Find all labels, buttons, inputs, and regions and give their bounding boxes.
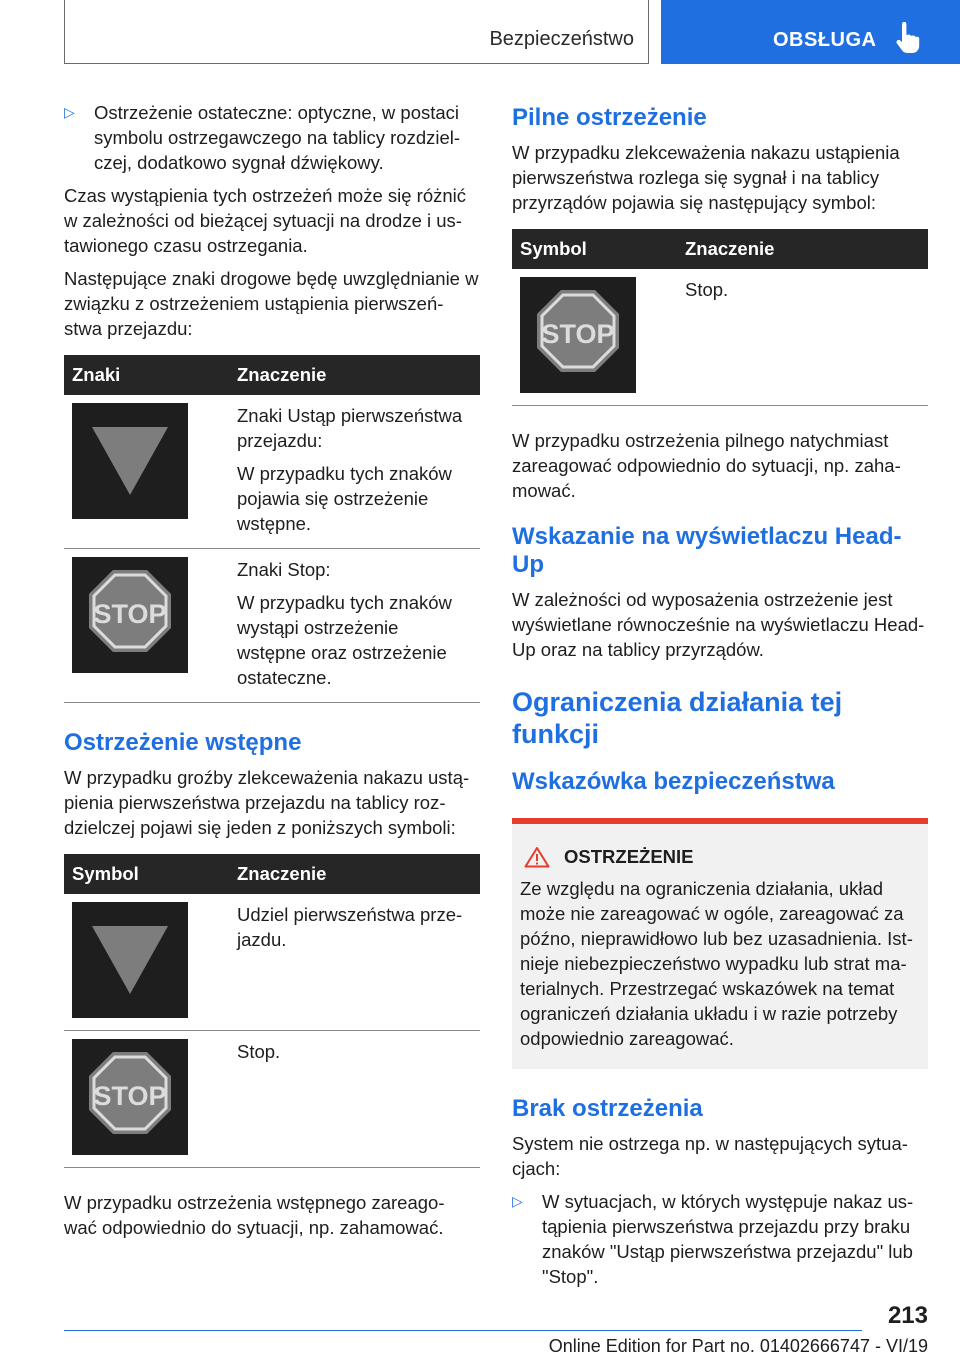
triangle-bullet-icon: ▷ (512, 1193, 523, 1209)
footer-edition: Online Edition for Part no. 01402666747 - VI/19 (548, 1336, 928, 1356)
yield-sign-icon (72, 902, 188, 1018)
header-chapter-tab (661, 0, 960, 64)
paragraph: W przypadku groźby zlekceważenia nakazu ustą‐ pienia pierwszeństwa przejazdu na tablicy roz‐ dzielczej pojawi się jeden z poniższych symboli: (64, 767, 470, 838)
list-item: ▷ Ostrzeżenie ostateczne: optyczne, w postaci symbolu ostrzegawczego na tablicy rozdziel‐ czej, dodatkowo sygnał dźwiękowy. (64, 102, 461, 173)
table-header: Znaczenie (677, 229, 928, 269)
list-item: ▷ W sytuacjach, w których występuje nakaz us‐ tąpienia pierwszeństwa przejazdu przy braku znaków "Ustąp pierwszeństwa przejazdu" lub "Stop". (512, 1191, 914, 1287)
header-section-box (64, 0, 649, 64)
table-header: Znaczenie (229, 854, 480, 894)
paragraph: W przypadku ostrzeżenia wstępnego zareago‐ wać odpowiednio do sytuacji, np. zahamować. (64, 1192, 445, 1238)
urgent-symbols-table (512, 229, 928, 406)
paragraph: W przypadku ostrzeżenia pilnego natychmiast zareagować odpowiednio do sytuacji, np. zaha‐ mować. (512, 430, 901, 501)
header-section-title: Bezpieczeństwo (489, 28, 634, 50)
triangle-bullet-icon: ▷ (64, 104, 75, 120)
paragraph: Czas wystąpienia tych ostrzeżeń może się różnić w zależności od bieżącej sytuacji na drodze i us‐ tawionego czasu ostrzegania. (64, 185, 467, 256)
table-header: Symbol (64, 854, 229, 894)
svg-text:STOP: STOP (541, 319, 615, 349)
svg-text:STOP: STOP (93, 1081, 167, 1111)
paragraph: System nie ostrzega np. w następujących sytua‐ cjach: (512, 1133, 908, 1179)
table-header: Symbol (512, 229, 677, 269)
paragraph: W przypadku zlekceważenia nakazu ustąpienia pierwszeństwa rozlega się sygnał i na tablicy przyrządów pojawia się następujący symbol: (512, 142, 900, 213)
table-header: Znaczenie (229, 355, 480, 395)
table-row: Znaki Ustąp pierwszeństwa przejazdu: W przypadku tych znaków pojawia się ostrzeżenie wstępne. (64, 395, 480, 549)
section-heading: Ostrzeżenie wstępne (64, 729, 302, 756)
table-row: STOP Stop. (64, 1031, 480, 1168)
right-column (512, 100, 928, 1297)
table-header: Znaki (64, 355, 229, 395)
pointing-hand-icon (895, 22, 921, 54)
svg-text:STOP: STOP (93, 599, 167, 629)
left-column (64, 100, 480, 1248)
chapter-heading: Ograniczenia działania tej funkcji (512, 687, 843, 749)
stop-sign-icon (72, 1039, 188, 1155)
warning-triangle-icon (524, 846, 550, 868)
paragraph: Następujące znaki drogowe będę uwzględnianie w związku z ostrzeżeniem ustąpienia pierwszeń‐ stwa przejazdu: (64, 268, 479, 339)
section-heading: Wskazanie na wyświetlaczu Head- Up (512, 523, 902, 578)
section-heading: Brak ostrzeżenia (512, 1095, 703, 1122)
warning-text: Ze względu na ograniczenia działania, układ może nie zareagować w ogóle, zareagować za późno, nieprawidłowo lub bez uzasadnienia. Ist‐ nieje niebezpieczeństwo wypadku lub strat ma‐ terialnych. Przestrzegać wskazówek na temat ograniczeń działania układu i w razie potrzeby odpowiednio zareagować. (520, 878, 913, 1049)
table-row: STOP Stop. (512, 269, 928, 406)
header-chapter-title: OBSŁUGA (773, 29, 877, 51)
section-heading: Wskazówka bezpieczeństwa (512, 768, 835, 795)
warning-box (512, 818, 928, 1069)
symbols-table (64, 854, 480, 1168)
yield-sign-icon (72, 403, 188, 519)
table-row: Udziel pierwszeństwa prze‐ jazdu. (64, 894, 480, 1031)
stop-sign-icon (72, 557, 188, 673)
footer-divider (64, 1330, 862, 1331)
warning-title: OSTRZEŻENIE (520, 846, 920, 868)
page-number: 213 (887, 1302, 928, 1329)
table-row: STOP Znaki Stop: W przypadku tych znaków wystąpi ostrzeżenie wstępne oraz ostrzeżenie ostateczne. (64, 549, 480, 703)
stop-sign-icon (520, 277, 636, 393)
signs-table (64, 355, 480, 703)
paragraph: W zależności od wyposażenia ostrzeżenie jest wyświetlane równocześnie na wyświetlaczu Head-Up oraz na tablicy przyrządów. (512, 589, 925, 660)
section-heading: Pilne ostrzeżenie (512, 104, 707, 131)
